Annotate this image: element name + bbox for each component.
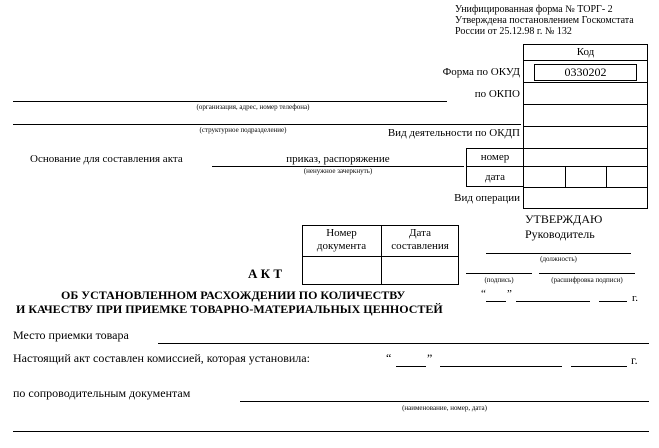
form-header-line1: Унифицированная форма № ТОРГ- 2 <box>455 4 613 15</box>
commission-quote-close: ” <box>427 351 433 365</box>
signature-line[interactable] <box>466 273 532 274</box>
docs-label: по сопроводительным документам <box>13 386 191 400</box>
basis-label: Основание для составления акта <box>30 153 183 165</box>
commission-year-suffix: г. <box>631 353 638 367</box>
division-caption: (структурное подразделение) <box>199 126 287 134</box>
commission-day-line[interactable] <box>396 366 426 367</box>
date-label: дата <box>484 171 506 183</box>
approve-role: Руководитель <box>525 227 595 241</box>
place-label: Место приемки товара <box>13 328 129 342</box>
approve-title: УТВЕРЖДАЮ <box>525 212 603 226</box>
commission-label: Настоящий акт составлен комиссией, которая установила: <box>13 351 310 365</box>
bottom-line[interactable] <box>13 431 649 432</box>
signature-caption: (подпись) <box>484 276 514 284</box>
operation-label: Вид операции <box>454 192 520 204</box>
okud-value: 0330202 <box>564 65 607 79</box>
doc-number-header: Номер документа <box>316 227 367 252</box>
okdp-label: Вид деятельности по ОКДП <box>387 127 520 139</box>
form-header-line3: России от 25.12.98 г. № 132 <box>455 26 572 37</box>
org-line[interactable] <box>13 101 447 102</box>
approve-day-line[interactable] <box>486 301 506 302</box>
title-line1: ОБ УСТАНОВЛЕННОМ РАСХОЖДЕНИИ ПО КОЛИЧЕСТВУ <box>61 288 406 302</box>
title-line2: И КАЧЕСТВУ ПРИ ПРИЕМКЕ ТОВАРНО-МАТЕРИАЛЬНЫХ ЦЕННОСТЕЙ <box>16 302 443 316</box>
commission-year-line[interactable] <box>571 366 627 367</box>
approve-year-suffix: г. <box>632 292 639 304</box>
position-caption: (должность) <box>540 255 577 263</box>
division-line[interactable] <box>13 124 521 125</box>
approve-quote-close: ” <box>507 288 512 300</box>
name-caption: (расшифровка подписи) <box>551 276 623 284</box>
act-title: А К Т <box>248 266 282 281</box>
org-caption: (организация, адрес, номер телефона) <box>196 103 310 111</box>
approve-quote-open: “ <box>481 288 486 300</box>
docs-line[interactable] <box>240 401 649 402</box>
code-heading: Код <box>576 46 595 58</box>
number-label: номер <box>480 151 510 163</box>
approve-year-line[interactable] <box>599 301 627 302</box>
okpo-label: по ОКПО <box>474 88 520 100</box>
position-line[interactable] <box>486 253 631 254</box>
name-line[interactable] <box>539 273 635 274</box>
basis-value: приказ, распоряжение <box>286 153 390 165</box>
basis-caption: (ненужное зачеркнуть) <box>303 167 373 175</box>
form-header-line2: Утверждена постановлением Госкомстата <box>455 15 634 26</box>
commission-quote-open: “ <box>386 351 392 365</box>
commission-month-line[interactable] <box>440 366 562 367</box>
docs-caption: (наименование, номер, дата) <box>402 404 487 412</box>
place-line[interactable] <box>158 343 649 344</box>
doc-date-header: Дата составления <box>391 227 449 252</box>
okud-label: Форма по ОКУД <box>442 66 520 78</box>
approve-month-line[interactable] <box>516 301 590 302</box>
